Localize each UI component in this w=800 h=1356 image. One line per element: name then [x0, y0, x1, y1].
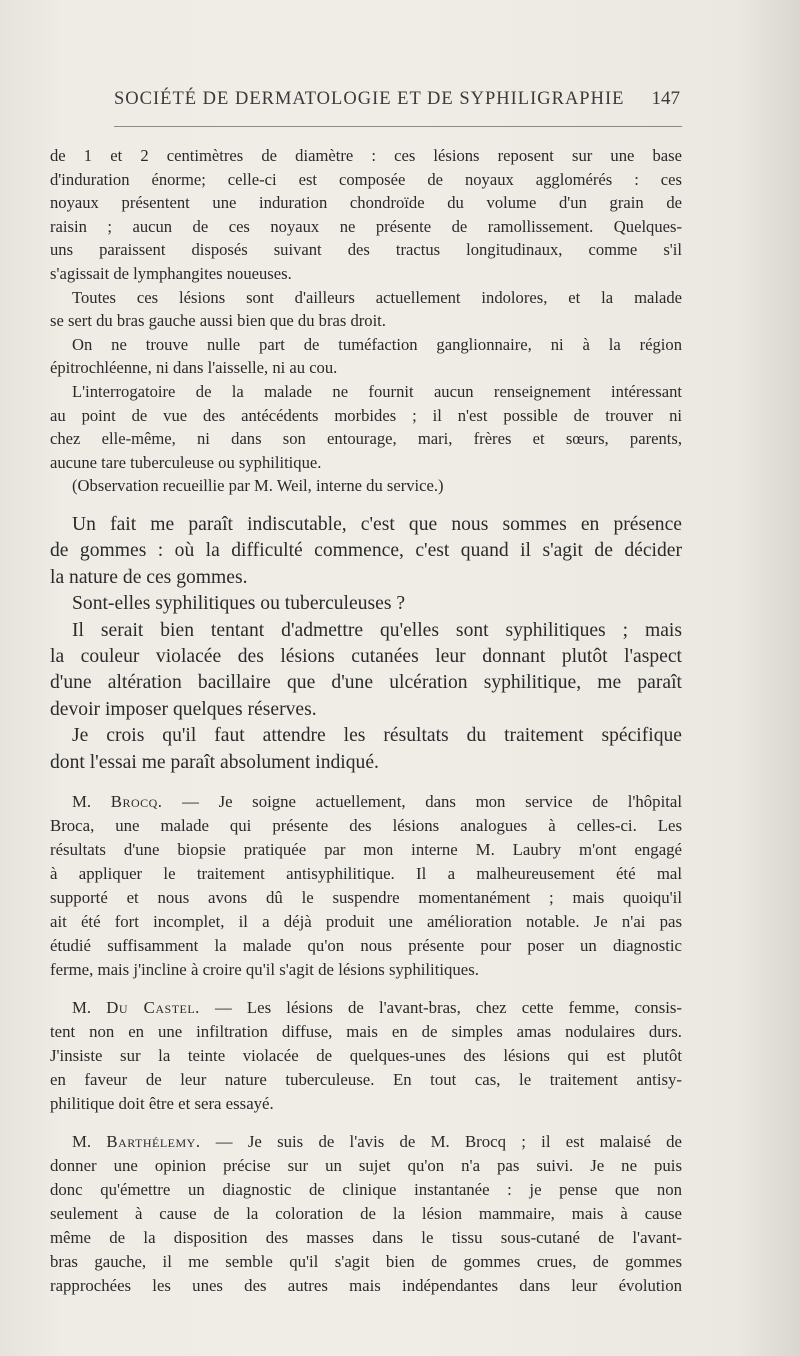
running-header [50, 88, 682, 110]
text-line: L'interrogatoire de la malade ne fournit aucun renseignement intéressant [72, 381, 682, 401]
text-line: même de la disposition des masses dans le tissu sous-cutané de l'avant- [50, 1227, 682, 1247]
running-title: SOCIÉTÉ DE DERMATOLOGIE ET DE SYPHILIGRAPHIE [114, 89, 625, 109]
text-line: résultats d'une biopsie pratiquée par mon interne M. Laubry m'ont engagé [50, 839, 682, 859]
commentary-section [50, 512, 682, 776]
speaker-prefix: M. [72, 791, 111, 811]
text-line: uns paraissent disposés suivant des tractus longitudinaux, comme s'il [50, 240, 682, 260]
text-line: supporté et nous avons dû le suspendre momentanément ; mais quoiqu'il [50, 887, 682, 907]
text-line: épitrochléenne, ni dans l'aisselle, ni au cou. [50, 358, 338, 378]
text-line: tent non en une infiltration diffuse, mais en de simples amas nodulaires durs. [50, 1021, 682, 1041]
text-line: Un fait me paraît indiscutable, c'est que nous sommes en présence [72, 513, 682, 535]
observation-paragraph [50, 144, 682, 286]
commentary-paragraph [50, 512, 682, 591]
text-line: d'une altération bacillaire que d'une ulcération syphilitique, me paraît [50, 672, 682, 694]
speaker-name: Du Castel. [106, 997, 200, 1017]
text-line: au point de vue des antécédents morbides ; il n'est possible de trouver ni [50, 405, 682, 425]
text-line: rapprochées les unes des autres mais indépendantes dans leur évolution [50, 1275, 682, 1295]
text-line: à appliquer le traitement antisyphilitique. Il a malheureusement été mal [50, 863, 682, 883]
commentary-paragraph [50, 723, 682, 776]
speaker-prefix: M. [72, 1131, 107, 1151]
discussion-section [50, 790, 682, 1298]
speaker-name: Brocq. [110, 791, 163, 811]
speaker-prefix: M. [72, 997, 107, 1017]
text-line [50, 996, 682, 1020]
text-line: Je crois qu'il faut attendre les résultats du traitement spécifique [72, 725, 682, 747]
text-line [50, 1130, 682, 1154]
text-line: de 1 et 2 centimètres de diamètre : ces lésions reposent sur une base [50, 146, 682, 165]
text-line: devoir imposer quelques réserves. [50, 698, 317, 720]
commentary-paragraph [50, 618, 682, 724]
remark-text: — Les lésions de l'avant-bras, chez cette femme, consis- [199, 997, 683, 1017]
remark-text: — Je suis de l'avis de M. Brocq ; il est malaisé de [200, 1131, 682, 1151]
header-rule [114, 126, 682, 127]
text-line: dont l'essai me paraît absolument indiqué. [50, 751, 379, 773]
observation-paragraph [50, 286, 682, 333]
text-line: seulement à cause de la coloration de la lésion mammaire, mais à cause [50, 1203, 682, 1223]
text-line: Sont-elles syphilitiques ou tuberculeuses ? [72, 593, 406, 615]
text-line: (Observation recueillie par M. Weil, interne du service.) [72, 476, 444, 496]
text-line: Il serait bien tentant d'admettre qu'elles sont syphilitiques ; mais [72, 619, 682, 641]
text-line: chez elle-même, ni dans son entourage, mari, frères et sœurs, parents, [50, 429, 682, 449]
speaker-name: Barthélemy. [106, 1131, 201, 1151]
text-line: aucune tare tuberculeuse ou syphilitique. [50, 452, 322, 472]
speaker-remark [50, 1130, 682, 1298]
book-page [50, 88, 682, 1298]
speaker-remark [50, 996, 682, 1116]
text-line: se sert du bras gauche aussi bien que du bras droit. [50, 311, 386, 331]
text-line: noyaux présentent une induration chondroïde du volume d'un grain de [50, 193, 682, 213]
page-number: 147 [651, 88, 680, 109]
text-line: la couleur violacée des lésions cutanées leur donnant plutôt l'aspect [50, 645, 682, 667]
text-line: ait été fort incomplet, il a déjà produit une amélioration notable. Je n'ai pas [50, 911, 682, 931]
observation-paragraph [50, 380, 682, 474]
text-line: bras gauche, il me semble qu'il s'agit bien de gommes crues, de gommes [50, 1251, 682, 1271]
text-line: en faveur de leur nature tuberculeuse. En tout cas, le traitement antisy- [50, 1069, 682, 1089]
text-line: de gommes : où la difficulté commence, c'est quand il s'agit de décider [50, 540, 682, 562]
speaker-remark [50, 790, 682, 982]
text-line: On ne trouve nulle part de tuméfaction ganglionnaire, ni à la région [72, 334, 682, 354]
observation-paragraph [50, 474, 682, 498]
observation-paragraph [50, 333, 682, 380]
text-line: donc qu'émettre un diagnostic de clinique instantanée : je pense que non [50, 1179, 682, 1199]
text-line: la nature de ces gommes. [50, 566, 248, 588]
text-line: philitique doit être et sera essayé. [50, 1093, 274, 1113]
text-line: Toutes ces lésions sont d'ailleurs actuellement indolores, et la malade [72, 287, 682, 307]
text-line: donner une opinion précise sur un sujet qu'on n'a pas suivi. Je ne puis [50, 1155, 682, 1175]
remark-text: — Je soigne actuellement, dans mon service de l'hôpital [162, 791, 683, 811]
text-line: Broca, une malade qui présente des lésions analogues à celles-ci. Les [50, 815, 682, 835]
text-line: d'induration énorme; celle-ci est composée de noyaux agglomérés : ces [50, 169, 682, 189]
text-line: raisin ; aucun de ces noyaux ne présente de ramollissement. Quelques- [50, 216, 682, 236]
text-line: J'insiste sur la teinte violacée de quelques-unes des lésions qui est plutôt [50, 1045, 682, 1065]
text-line [50, 790, 682, 814]
text-line: étudié suffisamment la malade qu'on nous présente pour poser un diagnostic [50, 935, 682, 955]
commentary-paragraph [50, 591, 682, 617]
text-line: ferme, mais j'incline à croire qu'il s'agit de lésions syphilitiques. [50, 959, 479, 979]
text-line: s'agissait de lymphangites noueuses. [50, 263, 292, 283]
observation-section [50, 144, 682, 498]
